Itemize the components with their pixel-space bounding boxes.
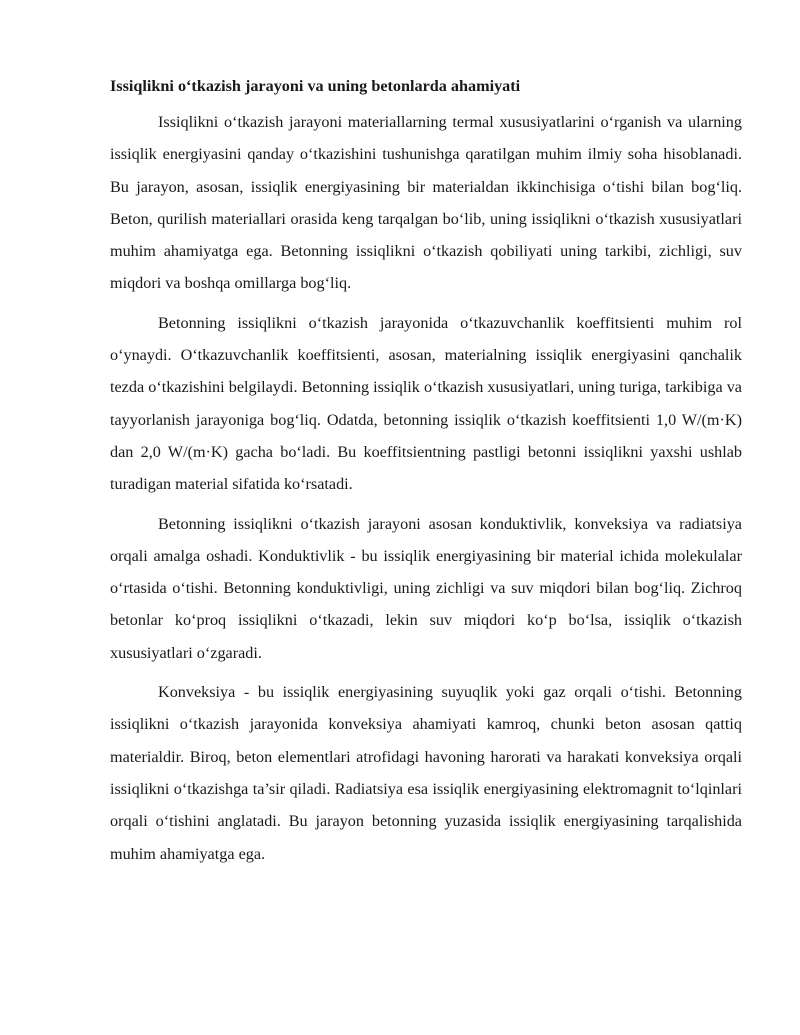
paragraph-4: Konveksiya - bu issiqlik energiyasining suyuqlik yoki gaz orqali o‘tishi. Betonning issiqlikni o‘tkazish jarayonida konveksiya ahamiyati kamroq, chunki beton asosan qattiq materialdir. Biroq, beton elementlari atrofidagi havoning harorati va harakati konveksiya orqali issiqlikni o‘tkazishga ta’sir qiladi. Radiatsiya esa issiqlik energiyasining elektromagnit to‘lqinlari orqali o‘tishini anglatadi. Bu jarayon betonning yuzasida issiqlik energiyasining tarqalishida muhim ahamiyatga ega. <box>110 683 742 863</box>
paragraph-1: Issiqlikni o‘tkazish jarayoni materiallarning termal xususiyatlarini o‘rganish va ularning issiqlik energiyasini qanday o‘tkazishini tushunishga qaratilgan muhim ilmiy soha hisoblanadi. Bu jarayon, asosan, issiqlik energiyasining bir materialdan ikkinchisiga o‘tishi bilan bog‘liq. Beton, qurilish materiallari orasida keng tarqalgan bo‘lib, uning issiqlikni o‘tkazish xususiyatlari muhim ahamiyatga ega. Betonning issiqlikni o‘tkazish qobiliyati uning tarkibi, zichligi, suv miqdori va boshqa omillarga bog‘liq. <box>110 113 742 293</box>
document-title: Issiqlikni o‘tkazish jarayoni va uning betonlarda ahamiyati <box>110 77 521 95</box>
document-page <box>110 70 742 877</box>
paragraph-3: Betonning issiqlikni o‘tkazish jarayoni asosan konduktivlik, konveksiya va radiatsiya orqali amalga oshadi. Konduktivlik - bu issiqlik energiyasining bir material ichida molekulalar o‘rtasida o‘tishi. Betonning konduktivligi, uning zichligi va suv miqdori bilan bog‘liq. Zichroq betonlar ko‘proq issiqlikni o‘tkazadi, lekin suv miqdori ko‘p bo‘lsa, issiqlik o‘tkazish xususiyatlari o‘zgaradi. <box>110 514 742 662</box>
paragraph-2: Betonning issiqlikni o‘tkazish jarayonida o‘tkazuvchanlik koeffitsienti muhim rol o‘ynaydi. O‘tkazuvchanlik koeffitsienti, asosan, materialning issiqlik energiyasini qanchalik tezda o‘tkazishini belgilaydi. Betonning issiqlik o‘tkazish xususiyatlari, uning turiga, tarkibiga va tayyorlanish jarayoniga bog‘liq. Odatda, betonning issiqlik o‘tkazish koeffitsienti 1,0 W/(m·K) dan 2,0 W/(m·K) gacha bo‘ladi. Bu koeffitsientning pastligi betonni issiqlikni yaxshi ushlab turadigan material sifatida ko‘rsatadi. <box>110 313 742 494</box>
